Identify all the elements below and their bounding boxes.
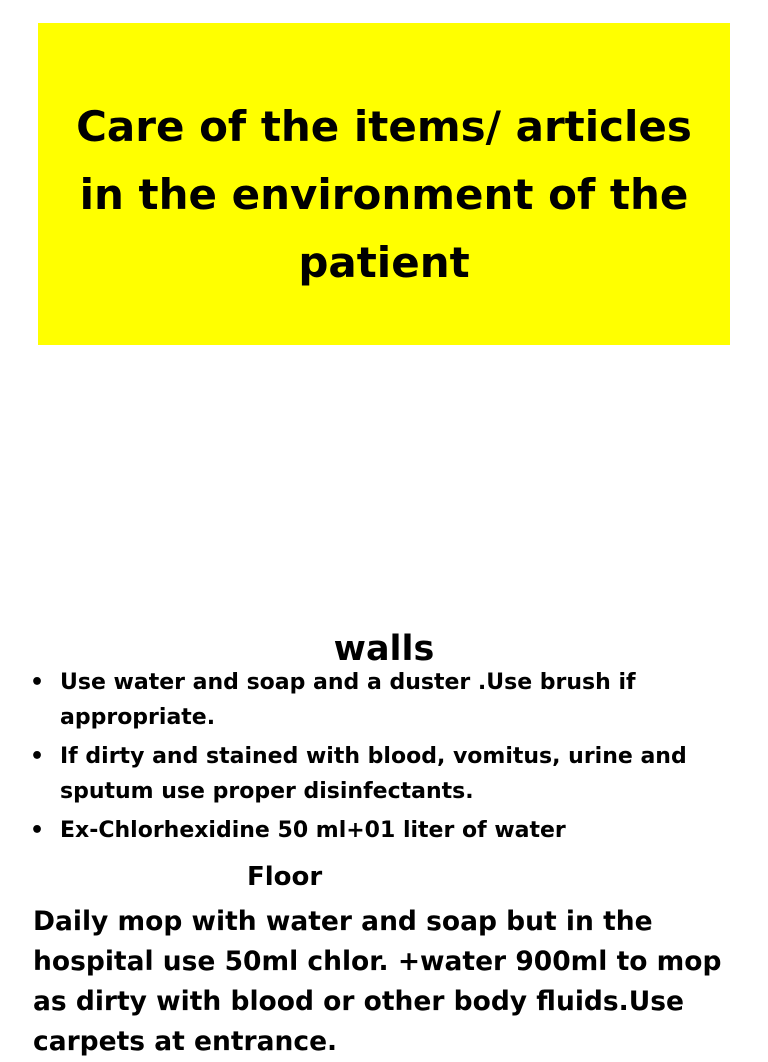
walls-heading: walls — [333, 629, 435, 669]
bullet-text: If dirty and stained with blood, vomitus, urine and sputum use proper disinfectants. — [60, 744, 687, 804]
bullet-text: Ex-Chlorhexidine 50 ml+01 liter of water — [60, 818, 566, 843]
bullet-item — [30, 665, 730, 735]
bullet-icon: • — [30, 744, 45, 769]
bullet-icon: • — [30, 818, 45, 843]
bullet-text: Use water and soap and a duster .Use brush if appropriate. — [60, 670, 636, 730]
floor-paragraph: Daily mop with water and soap but in the hospital use 50ml chlor. +water 900ml to mop as dirty with blood or other body fluids.Use carpets at entrance. — [33, 906, 722, 1057]
title-banner — [38, 23, 730, 345]
walls-bullet-list — [30, 665, 730, 852]
bullet-item — [30, 813, 730, 848]
bullet-item — [30, 739, 730, 809]
bullet-icon: • — [30, 670, 45, 695]
slide-title: Care of the items/ articles in the environment of the patient — [76, 102, 692, 287]
floor-heading: Floor — [247, 862, 323, 892]
